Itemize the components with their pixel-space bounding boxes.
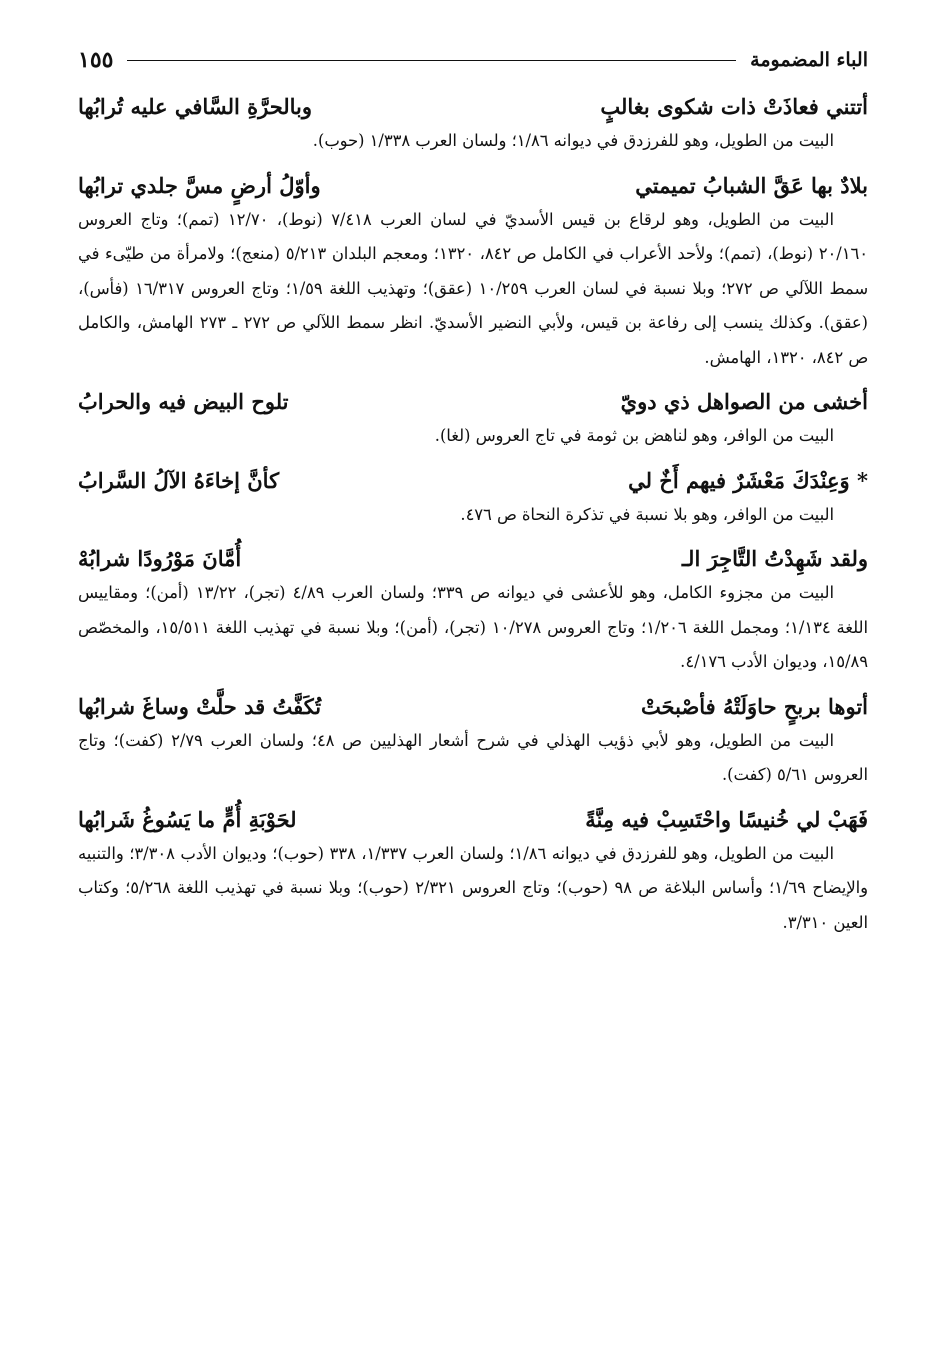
verse-line bbox=[78, 90, 868, 124]
verse-first-hemistich: ولقد شَهِدْتُ التَّاجِرَ الـ bbox=[681, 546, 868, 571]
verse-second-hemistich: وبالحرَّةِ السَّافي عليه تُرابُها bbox=[78, 94, 313, 119]
verse-note: البيت من الوافر، وهو بلا نسبة في تذكرة النحاة ص ٤٧٦. bbox=[460, 504, 834, 524]
verse-second-hemistich: كأنَّ إخاءَهُ الآلُ السَّرابُ bbox=[78, 467, 280, 493]
verse-line bbox=[78, 385, 868, 419]
verse-first-hemistich: أتتني فعاذَتْ ذات شكوى بغالبٍ bbox=[600, 94, 868, 119]
section-title: الباء المضمومة bbox=[750, 49, 868, 71]
verse-note: البيت من الطويل، وهو للفرزدق في ديوانه ١/٨٦؛ ولسان العرب ١/٣٣٧، ٣٣٨ (حوب)؛ وديوان الأدب ٣/٣٠٨؛ والتنبيه والإيضاح ١/٦٩؛ وأساس البلاغة ص ٩٨ (حوب)؛ وتاج العروس ٢/٣٢١ (حوب)؛ وبلا نسبة في تهذيب اللغة ٥/٢٦٨؛ وكتاب العين ٣/٣١٠. bbox=[78, 843, 869, 932]
verse-entry bbox=[78, 90, 868, 159]
verse-entry bbox=[78, 542, 868, 680]
verse-note: البيت من مجزوء الكامل، وهو للأعشى في ديوانه ص ٣٣٩؛ ولسان العرب ٤/٨٩ (تجر)، ١٣/٢٢ (أمن)؛ ومقاييس اللغة ١/١٣٤؛ ومجمل اللغة ١/٢٠٦؛ وتاج العروس ١٠/٢٧٨ (تجر)، (أمن)؛ وبلا نسبة في تهذيب اللغة ١٥/٥١١، والمخصّص ١٥/٨٩، وديوان الأدب ٤/١٧٦. bbox=[78, 583, 869, 671]
verse-line bbox=[78, 803, 868, 837]
verse-note: البيت من الطويل، وهو لرقاع بن قيس الأسديّ في لسان العرب ٧/٤١٨ (نوط)، ١٢/٧٠ (تمم)؛ وتاج العروس ٢٠/١٦٠ (نوط)، (تمم)؛ ولأحد الأعراب في الكامل ص ٨٤٢، ١٣٢٠؛ ومعجم البلدان ٥/٢١٣ (منعج)؛ ولامرأة من طيّىء في سمط اللآلي ص ٢٧٢؛ وبلا نسبة في لسان العرب ١٠/٢٥٩ (عقق)؛ وتهذيب اللغة ١/٥٩؛ وتاج العروس ١٦/٣١٧ (فأس)، (عقق). وكذلك ينسب إلى رفاعة بن قيس، ولأبي النضير الأسديّ. انظر سمط اللآلي ص ٢٧٢ ـ ٢٧٣ الهامش، والكامل ص ٨٤٢، ١٣٢٠، الهامش. bbox=[78, 209, 868, 367]
verse-second-hemistich: تلوح البيض فيه والحرابُ bbox=[78, 389, 289, 414]
verse-entry bbox=[78, 464, 868, 533]
header-rule bbox=[127, 60, 736, 61]
verse-entry bbox=[78, 803, 868, 941]
verse-first-hemistich: فَهَبْ لي خُنيسًا واحْتَسِبْ فيه مِنَّةً bbox=[585, 806, 868, 832]
page-number: ١٥٥ bbox=[78, 47, 114, 73]
verse-entry bbox=[78, 690, 868, 793]
verse-entry bbox=[78, 169, 868, 376]
verse-first-hemistich: أخشى من الصواهل ذي دويّ bbox=[620, 389, 868, 414]
verse-second-hemistich: أُمَّانَ مَوْرُودًا شرابُهْ bbox=[78, 546, 242, 571]
verse-line bbox=[78, 542, 868, 576]
verse-line bbox=[78, 464, 868, 498]
page-header bbox=[78, 40, 868, 80]
book-page bbox=[78, 40, 868, 940]
verse-line bbox=[78, 169, 868, 203]
verse-note: البيت من الوافر، وهو لناهض بن ثومة في تاج العروس (لغا). bbox=[434, 426, 834, 445]
verse-note: البيت من الطويل، وهو لأبي ذؤيب الهذلي في شرح أشعار الهذليين ص ٤٨؛ ولسان العرب ٢/٧٩ (كفت)؛ وتاج العروس ٥/٦١ (كفت). bbox=[78, 730, 868, 784]
verse-note: البيت من الطويل، وهو للفرزدق في ديوانه ١/٨٦؛ ولسان العرب ١/٣٣٨ (حوب). bbox=[312, 131, 834, 150]
verse-second-hemistich: وأوّلُ أرضٍ مسَّ جلدي ترابُها bbox=[78, 172, 321, 198]
verse-first-hemistich: بلادٌ بها عَقَّ الشبابُ تميمتي bbox=[635, 172, 868, 198]
verse-second-hemistich: لحَوْبَةِ أُمٍّ ما يَسُوغُ شَرابُها bbox=[78, 806, 297, 832]
verse-second-hemistich: تُكَفَّتُ قد حلَّتْ وساغَ شرابُها bbox=[78, 693, 322, 719]
verse-line bbox=[78, 690, 868, 724]
verse-first-hemistich: أتوها بربحٍ حاوَلَتْهُ فأصْبحَتْ bbox=[640, 693, 868, 719]
verse-first-hemistich: * وَعِنْدَكَ مَعْشَرٌ فيهم أَخٌ لي bbox=[628, 467, 868, 493]
verse-entry bbox=[78, 385, 868, 454]
